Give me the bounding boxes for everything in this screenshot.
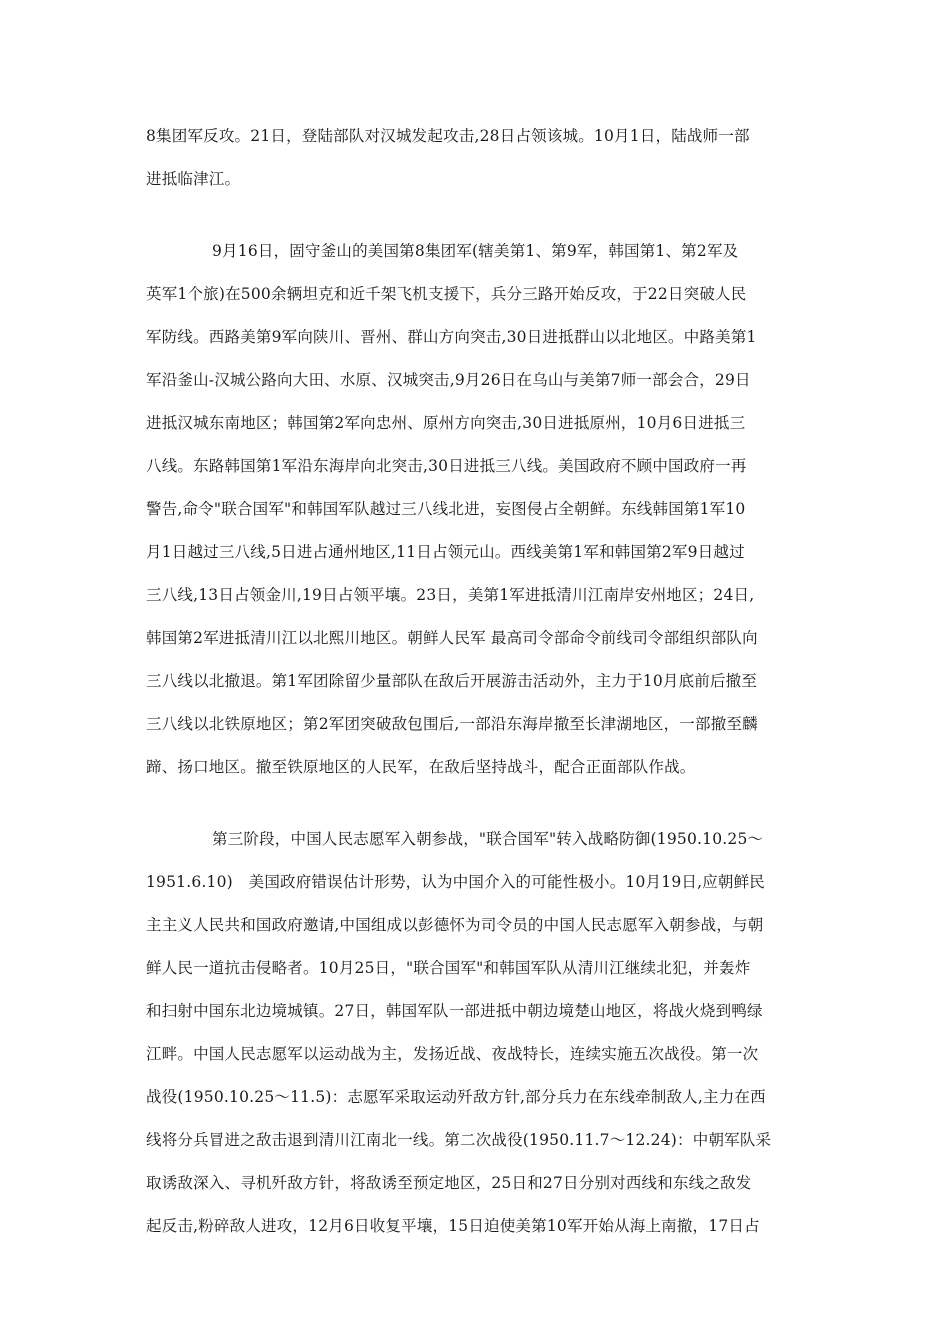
paragraph-3-line-4: 鲜人民一道抗击侵略者。10月25日，"联合国军"和韩国军队从清川江继续北犯，并轰炸 — [146, 959, 751, 977]
paragraph-2-line-11: 三八线以北撤退。第1军团除留少量部队在敌后开展游击活动外，主力于10月底前后撤至 — [146, 672, 758, 690]
paragraph-2-line-13: 蹄、扬口地区。撤至铁原地区的人民军，在敌后坚持战斗，配合正面部队作战。 — [146, 758, 696, 776]
paragraph-2-line-3: 军防线。西路美第9军向陕川、晋州、群山方向突击,30日进抵群山以北地区。中路美第1 — [146, 328, 757, 346]
paragraph-2-line-5: 进抵汉城东南地区；韩国第2军向忠州、原州方向突击,30日进抵原州，10月6日进抵三 — [146, 414, 746, 432]
paragraph-3-line-7: 战役(1950.10.25～11.5)：志愿军采取运动歼敌方针,部分兵力在东线牵制敌人,主力在西 — [146, 1088, 766, 1106]
paragraph-3-line-10: 起反击,粉碎敌人进攻，12月6日收复平壤，15日迫使美第10军开始从海上南撤，17日占 — [146, 1217, 760, 1235]
paragraph-3-line-5: 和扫射中国东北边境城镇。27日，韩国军队一部进抵中朝边境楚山地区，将战火烧到鸭绿 — [146, 1002, 763, 1020]
paragraph-2-line-7: 警告,命令"联合国军"和韩国军队越过三八线北进，妄图侵占全朝鲜。东线韩国第1军10 — [146, 500, 746, 518]
paragraph-2-line-2: 英军1个旅)在500余辆坦克和近千架飞机支援下，兵分三路开始反攻，于22日突破人民 — [146, 285, 747, 303]
paragraph-3-line-9: 取诱敌深入、寻机歼敌方针，将敌诱至预定地区，25日和27日分别对西线和东线之敌发 — [146, 1174, 752, 1192]
paragraph-2-line-4: 军沿釜山-汉城公路向大田、水原、汉城突击,9月26日在乌山与美第7师一部会合，29日 — [146, 371, 751, 389]
paragraph-1-line-2: 进抵临津江。 — [146, 170, 241, 188]
paragraph-2-line-10: 韩国第2军进抵清川江以北熙川地区。朝鲜人民军 最高司令部命令前线司令部组织部队向 — [146, 629, 758, 647]
paragraph-2-line-12: 三八线以北铁原地区；第2军团突破敌包围后,一部沿东海岸撤至长津湖地区，一部撤至麟 — [146, 715, 758, 733]
paragraph-2-line-1: 9月16日，固守釜山的美国第8集团军(辖美第1、第9军，韩国第1、第2军及 — [212, 242, 739, 260]
paragraph-3-line-2: 1951.6.10) 美国政府错误估计形势，认为中国介入的可能性极小。10月19日,应朝鲜民 — [146, 873, 766, 891]
paragraph-2-line-9: 三八线,13日占领金川,19日占领平壤。23日，美第1军进抵清川江南岸安州地区；24日, — [146, 586, 755, 604]
paragraph-2-line-6: 八线。东路韩国第1军沿东海岸向北突击,30日进抵三八线。美国政府不顾中国政府一再 — [146, 457, 747, 475]
paragraph-3-line-3: 主主义人民共和国政府邀请,中国组成以彭德怀为司令员的中国人民志愿军入朝参战，与朝 — [146, 916, 764, 934]
paragraph-2-line-8: 月1日越过三八线,5日进占通州地区,11日占领元山。西线美第1军和韩国第2军9日越过 — [146, 543, 745, 561]
paragraph-3-line-6: 江畔。中国人民志愿军以运动战为主，发扬近战、夜战特长，连续实施五次战役。第一次 — [146, 1045, 759, 1063]
paragraph-1-line-1: 8集团军反攻。21日，登陆部队对汉城发起攻击,28日占领该城。10月1日，陆战师一部 — [146, 127, 750, 145]
paragraph-3-line-1: 第三阶段，中国人民志愿军入朝参战，"联合国军"转入战略防御(1950.10.25～ — [212, 830, 764, 848]
paragraph-3-line-8: 线将分兵冒进之敌击退到清川江南北一线。第二次战役(1950.11.7～12.24)：中朝军队采 — [146, 1131, 772, 1149]
